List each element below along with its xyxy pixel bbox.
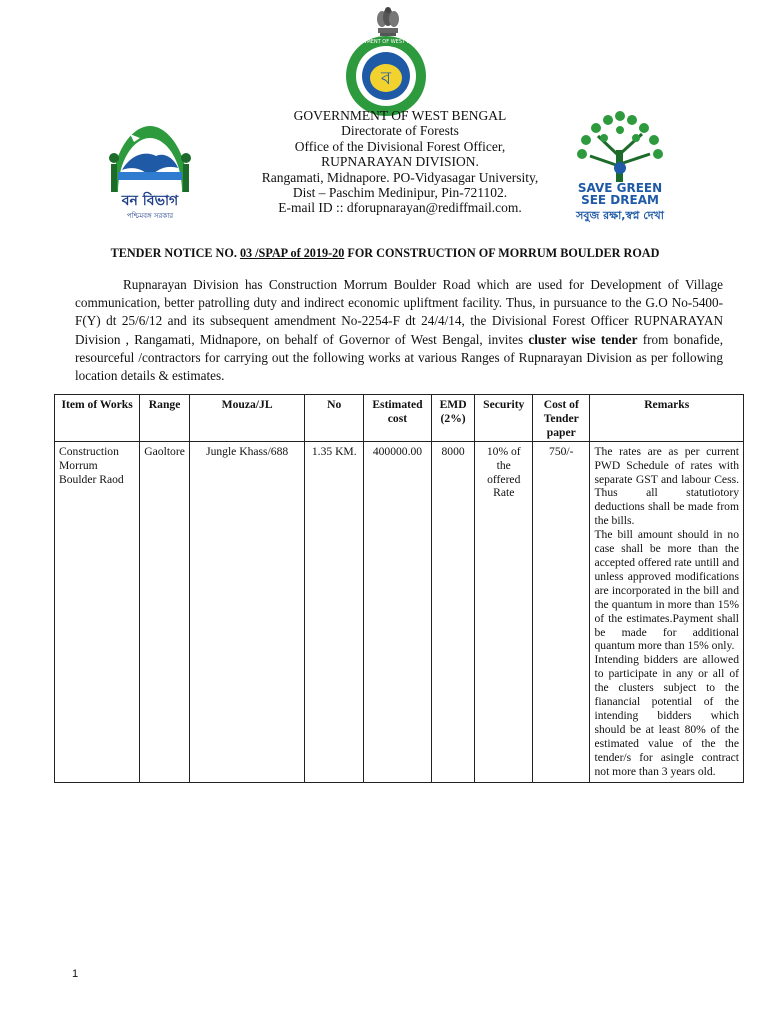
page-number: 1 (72, 968, 79, 980)
remarks-paragraph-2: The bill amount should in no case shall be more than the accepted offered rate untill and unless approved modifications are incorporated in the bill and the quantum in more than 15% of the estimates.Payment shall be made for additional quantum more than 15% only. (594, 528, 739, 653)
tender-table (54, 394, 744, 783)
letterhead (230, 108, 570, 216)
cell-remarks (590, 441, 744, 783)
right-logo-line2: SEE DREAM (581, 193, 659, 207)
save-green-logo-icon (568, 106, 672, 224)
seal-letter: ব (380, 68, 392, 89)
cell-range: Gaoltore (140, 441, 190, 783)
notice-title (0, 246, 770, 261)
cell-emd: 8000 (431, 441, 475, 783)
col-header-estimated-cost: Estimated cost (364, 395, 432, 442)
header-line-office: Office of the Divisional Forest Officer, (294, 138, 506, 154)
ashoka-emblem-icon (370, 4, 406, 38)
body-text-part1: Rupnarayan Division has Construction Morrum Boulder Road which are used for Development of Village communication, better patrolling duty and indirect economic upliftment facility. Thus, in pursuance to the G.O No-5400-F(Y) dt 25/6/12 and its subsequent amendment No-2254-F dt 24/4/14, the Divisional Forest Officer RUPNARAYAN Division , Rangamati, Midnapore, on behalf of Governor of West Bengal, invites (75, 277, 723, 347)
government-seal-icon (344, 34, 428, 118)
header-line-address: Rangamati, Midnapore. PO-Vidyasagar University, (261, 169, 539, 185)
body-text-bold: cluster wise tender (528, 331, 638, 347)
col-header-emd: EMD (2%) (431, 395, 475, 442)
left-logo-subtext: পশ্চিমবঙ্গ সরকার (126, 212, 174, 220)
cell-no: 1.35 KM. (305, 441, 364, 783)
cell-mouza: Jungle Khass/688 (189, 441, 305, 783)
notice-suffix: FOR CONSTRUCTION OF MORRUM BOULDER ROAD (344, 246, 660, 260)
table-header-row (55, 395, 744, 442)
header-line-division: RUPNARAYAN DIVISION. (321, 154, 479, 170)
seal-text: GOVERNMENT OF WEST BENGAL (344, 39, 428, 45)
forest-department-logo-icon (104, 112, 196, 224)
header-line-govt: GOVERNMENT OF WEST BENGAL (293, 108, 507, 123)
right-logo-line1: SAVE GREEN (577, 181, 663, 195)
notice-number: 03 /SPAP of 2019-20 (239, 246, 345, 260)
body-text-part2: from bonafide, resourceful /contractors for carrying out the following works at various Ranges of Rupnarayan Division as per following location details & estimates. (75, 331, 723, 384)
notice-body (75, 276, 723, 385)
col-header-mouza: Mouza/JL (189, 395, 305, 442)
cell-estimated-cost: 400000.00 (364, 441, 432, 783)
col-header-no: No (305, 395, 364, 442)
left-logo-text: বন বিভাগ (121, 193, 179, 209)
remarks-paragraph-1: The rates are as per current PWD Schedule of rates with separate GST and labour Cess. Thus all statutiotory deductions shall be made from the bills. (594, 444, 739, 528)
header-line-email: E-mail ID :: dforupnarayan@rediffmail.com. (278, 200, 522, 216)
right-logo-bengali: সবুজ রক্ষা,স্বপ্ন দেখা (576, 209, 664, 222)
col-header-security: Security (475, 395, 533, 442)
col-header-cost-paper: Cost of Tender paper (533, 395, 590, 442)
table-row (55, 441, 744, 783)
remarks-paragraph-3: Intending bidders are allowed to participate in any or all of the clusters subject to the fianancial potential of the intending bidders which should be at least 80% of the estimated value of the the tender/s for asingle contract not more than 3 years old. (594, 653, 739, 778)
cell-item: Construction Morrum Boulder Raod (55, 441, 140, 783)
col-header-range: Range (140, 395, 190, 442)
col-header-remarks: Remarks (590, 395, 744, 442)
header-line-directorate: Directorate of Forests (341, 123, 459, 139)
col-header-item: Item of Works (55, 395, 140, 442)
notice-prefix: TENDER NOTICE NO. (110, 246, 240, 260)
cell-security: 10% of the offered Rate (475, 441, 533, 783)
header-line-district: Dist – Paschim Medinipur, Pin-721102. (292, 185, 508, 201)
cell-cost-paper: 750/- (533, 441, 590, 783)
